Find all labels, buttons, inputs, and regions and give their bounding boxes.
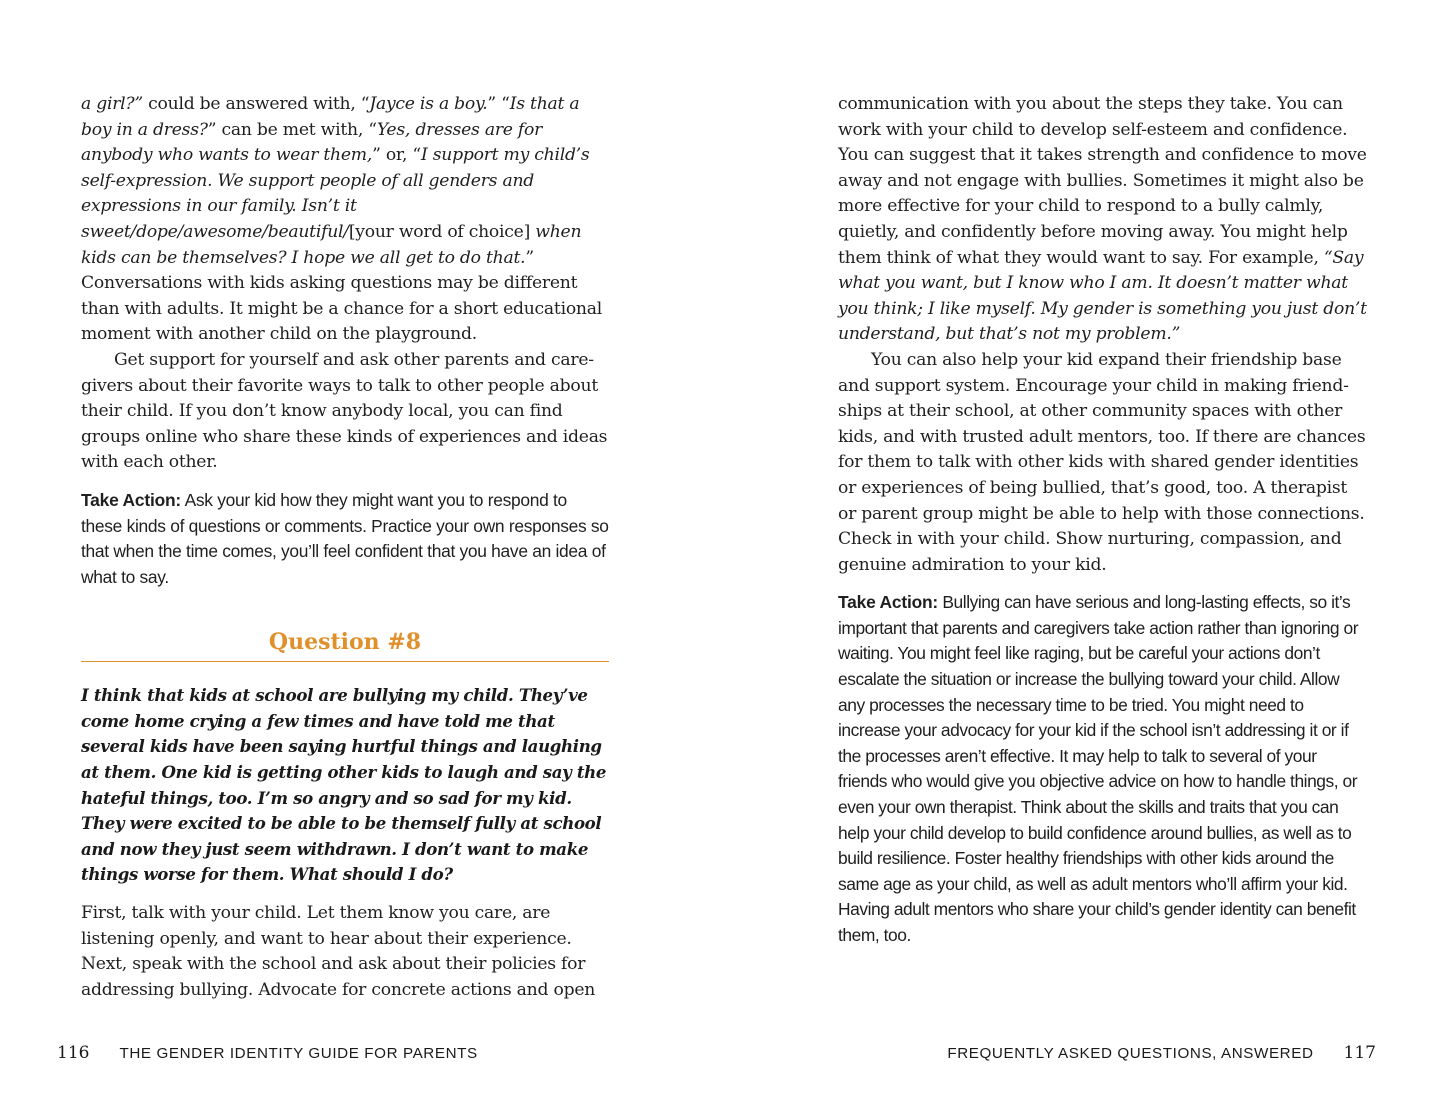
left-page (0, 0, 722, 1116)
text-run: ” “ (487, 94, 510, 114)
text-run: ” Conversations with kids asking questions may be different than with adults. It might be a chance for a short educational moment with another child on the playground. (81, 247, 602, 345)
continuation-paragraph (838, 92, 1368, 348)
running-head-left: THE GENDER IDENTITY GUIDE FOR PARENTS (119, 1045, 478, 1062)
take-action-label: Take Action: (838, 592, 939, 613)
right-footer (947, 1043, 1376, 1067)
intro-paragraph (81, 92, 609, 348)
text-run: ” or, “ (372, 145, 421, 166)
text-run: could be answered with, “ (142, 94, 370, 114)
answer-paragraph: First, talk with your child. Let them know you care, are listening openly, and want to hear about their experience. Next, speak with the school and ask about their policies for addressing bullying. Advocate for concrete actions and open (81, 903, 596, 1000)
page-number-left: 116 (57, 1043, 90, 1063)
italic-text-run: Yes, dresses are for anybody who wants to wear them, (81, 119, 543, 166)
take-action-left (81, 488, 609, 590)
text-run: ” can be met with, “ (207, 119, 377, 140)
take-action-label: Take Action: (81, 489, 182, 510)
right-text-column (838, 92, 1368, 949)
take-action-text: Ask your kid how they might want you to respond to these kinds of questions or comments. Practice your own responses so that when the time comes, you’ll feel confident that you have an idea of what to say. (81, 489, 609, 587)
italic-text-run: “Say what you want, but I know who I am. It doesn’t matter what you think; I like myself. My gender is something you just don’t understand, but that’s not my problem.” (838, 247, 1367, 345)
question-text: I think that kids at school are bullying my child. They’ve come home crying a few times and have told me that several kids have been saying hurtful things and laughing at them. One kid is getting other kids to laugh and say the hateful things, too. I’m so angry and so sad for my kid. They were excited to be able to be themself fully at school and now they just seem withdrawn. I don’t want to make things worse for them. What should I do? (81, 685, 607, 885)
left-text-column (81, 92, 609, 1003)
italic-text-run: I support my child’s self-expression. We support people of all genders and expressions in our family. Isn’t it sweet/dope/awesome/beautiful/ (81, 145, 590, 242)
italic-text-run: when kids can be themselves? I hope we all get to do that. (81, 221, 582, 268)
italic-text-run: a girl?” (81, 94, 143, 114)
take-action-text: Bullying can have serious and long-lasting effects, so it’s important that parents and caregivers take action rather than ignoring or waiting. You might feel like raging, but be careful your actions don’t escalate the situation or increase the bullying toward your child. Allow any processes the necessary time to be tried. You might need to increase your advocacy for your kid if the school isn’t addressing it or if the processes aren’t effective. It may help to talk to several of your friends who would give you objective advice on how to handle things, or even your own therapist. Think about the skills and traits that you can help your child develop to build confidence around bullies, as well as to build resilience. Foster healthy friendships with other kids around the same age as your child, as well as adult mentors who’ll affirm your kid. Having adult mentors who share your child’s gender identity can benefit them, too. (838, 592, 1359, 945)
running-head-right: FREQUENTLY ASKED QUESTIONS, ANSWERED (947, 1045, 1314, 1062)
page-number-right: 117 (1343, 1043, 1376, 1063)
italic-text-run: Is that a boy in a dress? (81, 94, 580, 140)
support-paragraph: Get support for yourself and ask other parents and caregivers about their favorite ways to talk to other people about their child. If you don’t know anybody local, you can find groups online who share these kinds of experiences and ideas with each other. (81, 349, 608, 473)
question-heading: Question #8 (81, 627, 609, 662)
take-action-right (838, 590, 1368, 948)
italic-text-run: Jayce is a boy. (369, 94, 488, 114)
text-run: communication with you about the steps they take. You can work with your child to develop self-esteem and confidence. You can suggest that it takes strength and confidence to move away and not engage with bullies. Sometimes it might also be more effective for your child to respond to a bully calmly, quietly, and confidently before moving away. You might help them think of what they would want to say. For example, (838, 94, 1367, 268)
text-run: [your word of choice] (348, 221, 531, 242)
friendship-paragraph: You can also help your kid expand their friendship base and support system. Encourage your child in making friendships at their school, at other community spaces with other kids, and with trusted adult mentors, too. If there are chances for them to talk with other kids with shared gender identities or experiences of being bullied, that’s good, too. A therapist or parent group might be able to help with those connections. Check in with your child. Show nurturing, compassion, and genuine admiration to your kid. (838, 349, 1366, 575)
left-footer (57, 1043, 478, 1067)
right-page (722, 0, 1445, 1116)
